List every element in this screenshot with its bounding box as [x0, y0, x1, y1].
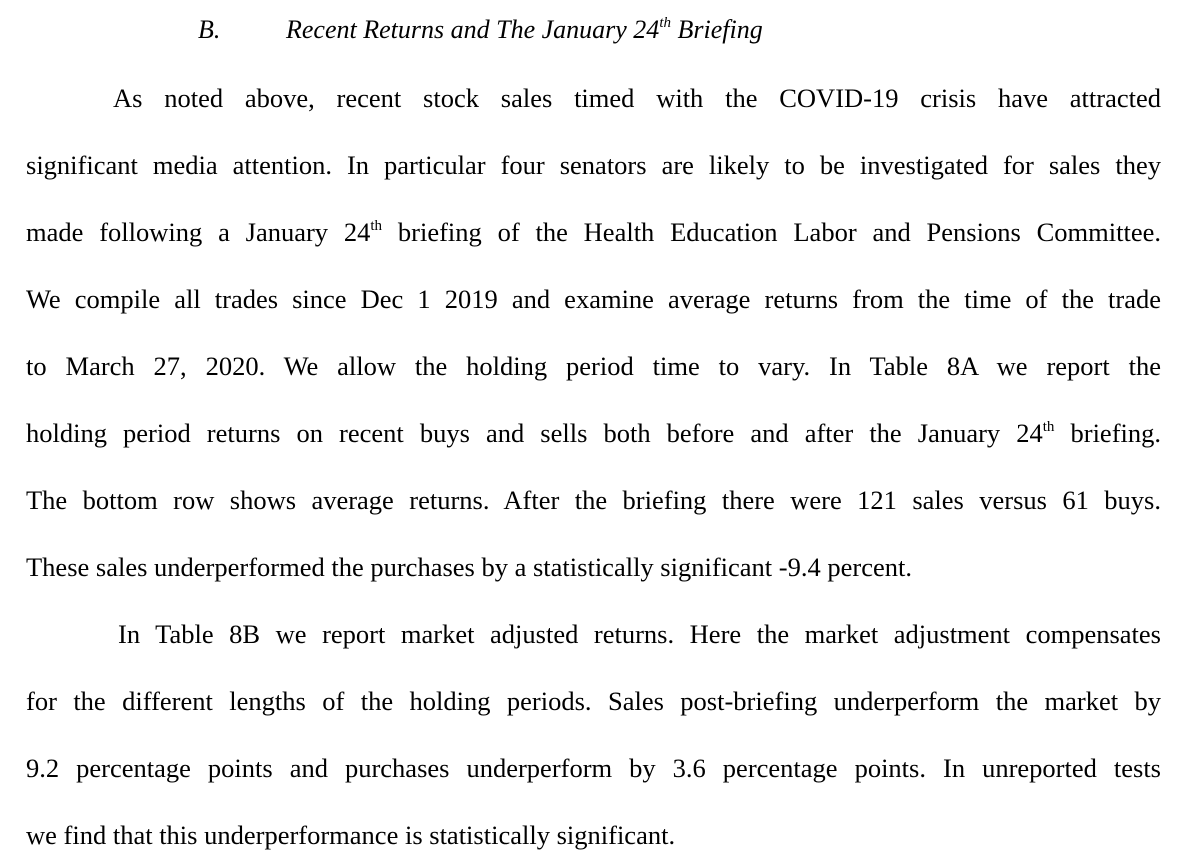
paragraph-line: significant media attention. In particular four senators are likely to be investigated for sales they — [26, 150, 1161, 180]
section-title-end: Briefing — [670, 15, 763, 44]
line-text: holding period returns on recent buys and sells both before and after the January 24 — [26, 418, 1043, 448]
paragraph-line: we find that this underperformance is statistically significant. — [26, 820, 676, 850]
paragraph-line: We compile all trades since Dec 1 2019 and examine average returns from the time of the trade — [26, 284, 1161, 314]
paragraph-line: The bottom row shows average returns. After the briefing there were 121 sales versus 61 buys. — [26, 485, 1161, 515]
section-title — [286, 10, 763, 50]
line-text: briefing of the Health Education Labor and Pensions Committee. — [382, 217, 1161, 247]
section-title-main: Recent Returns and The January 24 — [286, 15, 660, 44]
paragraph-line: 9.2 percentage points and purchases underperform by 3.6 percentage points. In unreported tests — [26, 753, 1161, 783]
paragraph-line: for the different lengths of the holding periods. Sales post-briefing underperform the market by — [26, 686, 1161, 716]
section-title-superscript: th — [659, 15, 671, 31]
paragraph-line: In Table 8B we report market adjusted returns. Here the market adjustment compensates — [118, 619, 1161, 649]
paragraph-line: These sales underperformed the purchases by a statistically significant -9.4 percent. — [26, 552, 912, 582]
line-text: briefing. — [1054, 418, 1162, 448]
paragraph-line — [26, 413, 1161, 453]
superscript: th — [370, 218, 383, 234]
section-heading — [0, 10, 1200, 50]
superscript: th — [1042, 419, 1055, 435]
paragraph-line — [26, 212, 1161, 252]
section-letter: B. — [198, 15, 221, 44]
paragraph-line: As noted above, recent stock sales timed with the COVID-19 crisis have attracted — [113, 83, 1161, 113]
line-text: made following a January 24 — [26, 217, 371, 247]
paragraph-line: to March 27, 2020. We allow the holding period time to vary. In Table 8A we report the — [26, 351, 1161, 381]
